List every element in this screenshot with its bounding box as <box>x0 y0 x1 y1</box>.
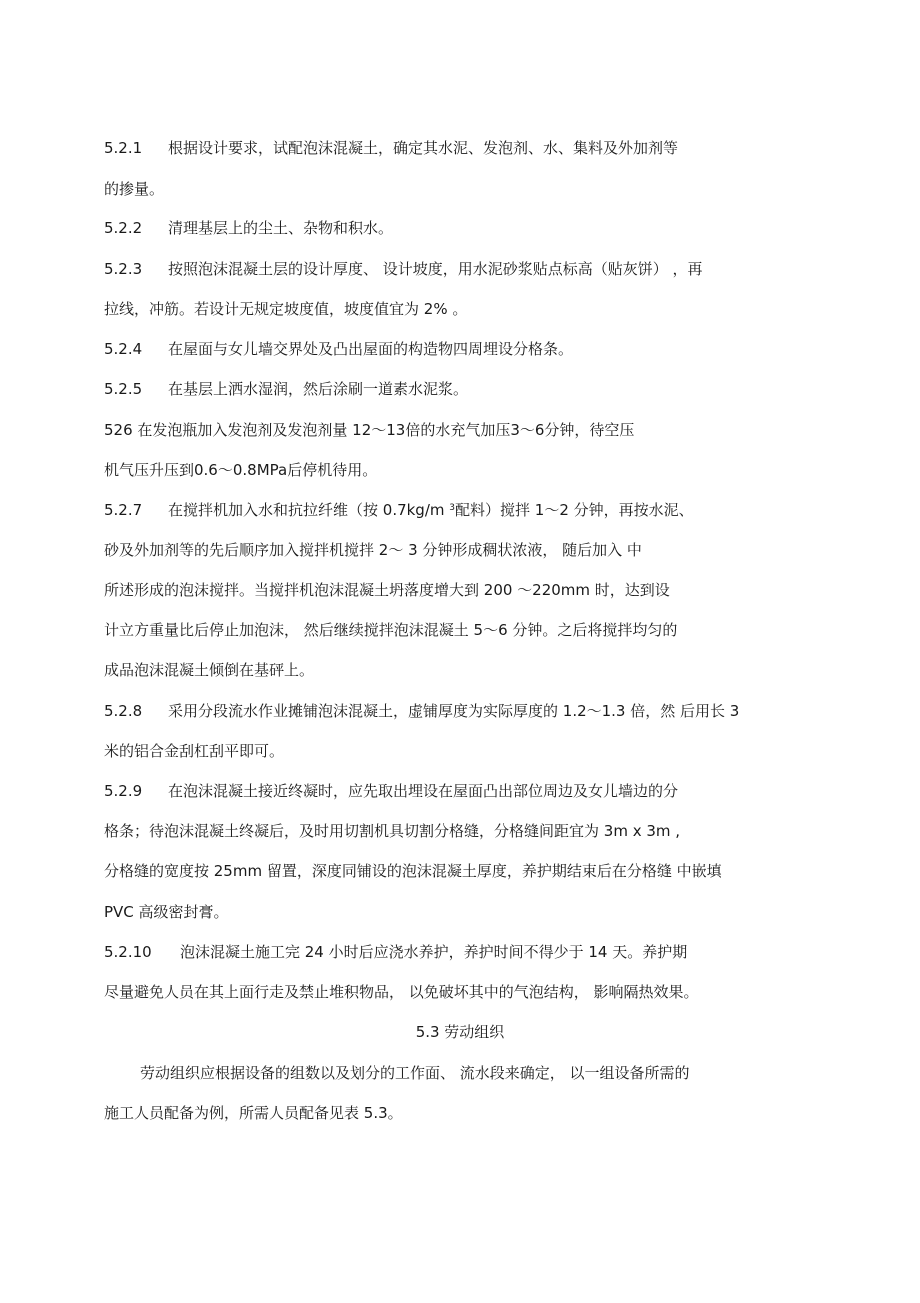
para-5-2-9-line-4: PVC 高级密封膏。 <box>104 903 229 921</box>
para-5-2-7-line-4: 计立方重量比后停止加泡沫， 然后继续搅拌泡沫混凝土 5～6 分钟。之后将搅拌均匀的 <box>104 621 678 639</box>
para-5-2-10-line-1: 5.2.10 泡沫混凝土施工完 24 小时后应浇水养护，养护时间不得少于 14 天。养护期 <box>104 943 688 961</box>
para-5-2-6-line-2: 机气压升压到0.6～0.8MPa后停机待用。 <box>104 461 378 479</box>
para-5-2-7-line-2: 砂及外加剂等的先后顺序加入搅拌机搅拌 2～ 3 分钟形成稠状浓液， 随后加入 中 <box>104 541 642 559</box>
para-5-2-3-line-2: 拉线，冲筋。若设计无规定坡度值，坡度值宜为 2% 。 <box>104 300 468 318</box>
clause-number: 5.2.10 <box>104 943 152 961</box>
para-5-2-7-line-5: 成品泡沫混凝土倾倒在基砰上。 <box>104 661 315 679</box>
para-5-2-9-line-1: 5.2.9 在泡沫混凝土接近终凝时，应先取出埋设在屋面凸出部位周边及女儿墙边的分 <box>104 782 679 800</box>
clause-number: 5.2.8 <box>104 702 143 720</box>
para-5-2-1-line-2: 的掺量。 <box>104 180 165 198</box>
para-5-2-7-line-3: 所述形成的泡沫搅拌。当搅拌机泡沫混凝土坍落度增大到 200 ～220mm 时，达到设 <box>104 581 670 599</box>
para-5-2-1-line-1: 5.2.1 根据设计要求，试配泡沫混凝土，确定其水泥、发泡剂、水、集料及外加剂等 <box>104 139 679 157</box>
para-5-3-line-1: 劳动组织应根据设备的组数以及划分的工作面、 流水段来确定， 以一组设备所需的 <box>140 1064 690 1082</box>
para-5-3-line-2: 施工人员配备为例，所需人员配备见表 5.3。 <box>104 1104 403 1122</box>
superscript-3: 3 <box>449 503 456 513</box>
para-5-2-2-line-1: 5.2.2 清理基层上的尘土、杂物和积水。 <box>104 219 394 237</box>
clause-number: 5.2.3 <box>104 260 143 278</box>
para-5-2-10-line-2: 尽量避免人员在其上面行走及禁止堆积物品， 以免破坏其中的气泡结构， 影响隔热效果。 <box>104 983 699 1001</box>
section-heading-5-3: 5.3 劳动组织 <box>415 1023 505 1041</box>
para-5-2-5-line-1: 5.2.5 在基层上洒水湿润，然后涂刷一道素水泥浆。 <box>104 380 469 398</box>
para-5-2-7-line-1: 5.2.7 在搅拌机加入水和抗拉纤维（按 0.7kg/m $^3$配料）搅拌 1～2 分钟，再按水泥、 <box>104 501 694 519</box>
clause-number: 5.2.7 <box>104 501 143 519</box>
para-5-2-4-line-1: 5.2.4 在屋面与女儿墙交界处及凸出屋面的构造物四周埋设分格条。 <box>104 340 574 358</box>
para-5-2-3-line-1: 5.2.3 按照泡沫混凝土层的设计厚度、 设计坡度，用水泥砂浆贴点标高（贴灰饼） ，再 <box>104 260 703 278</box>
para-5-2-9-line-2: 格条；待泡沫混凝土终凝后，及时用切割机具切割分格缝，分格缝间距宜为 3m x 3m , <box>104 822 681 840</box>
clause-number: 5.2.2 <box>104 219 143 237</box>
para-5-2-6-line-1: 526 在发泡瓶加入发泡剂及发泡剂量 12～13倍的水充气加压3～6分钟，待空压 <box>104 421 635 439</box>
para-5-2-8-line-2: 米的铝合金刮杠刮平即可。 <box>104 742 285 760</box>
clause-number: 5.2.5 <box>104 380 143 398</box>
clause-number: 5.2.9 <box>104 782 143 800</box>
para-5-2-8-line-1: 5.2.8 采用分段流水作业摊铺泡沫混凝土，虚铺厚度为实际厚度的 1.2～1.3 倍，然 后用长 3 <box>104 702 740 720</box>
clause-number: 5.2.4 <box>104 340 143 358</box>
para-5-2-9-line-3: 分格缝的宽度按 25mm 留置，深度同铺设的泡沫混凝土厚度，养护期结束后在分格缝 中嵌填 <box>104 862 722 880</box>
clause-number: 5.2.1 <box>104 139 143 157</box>
